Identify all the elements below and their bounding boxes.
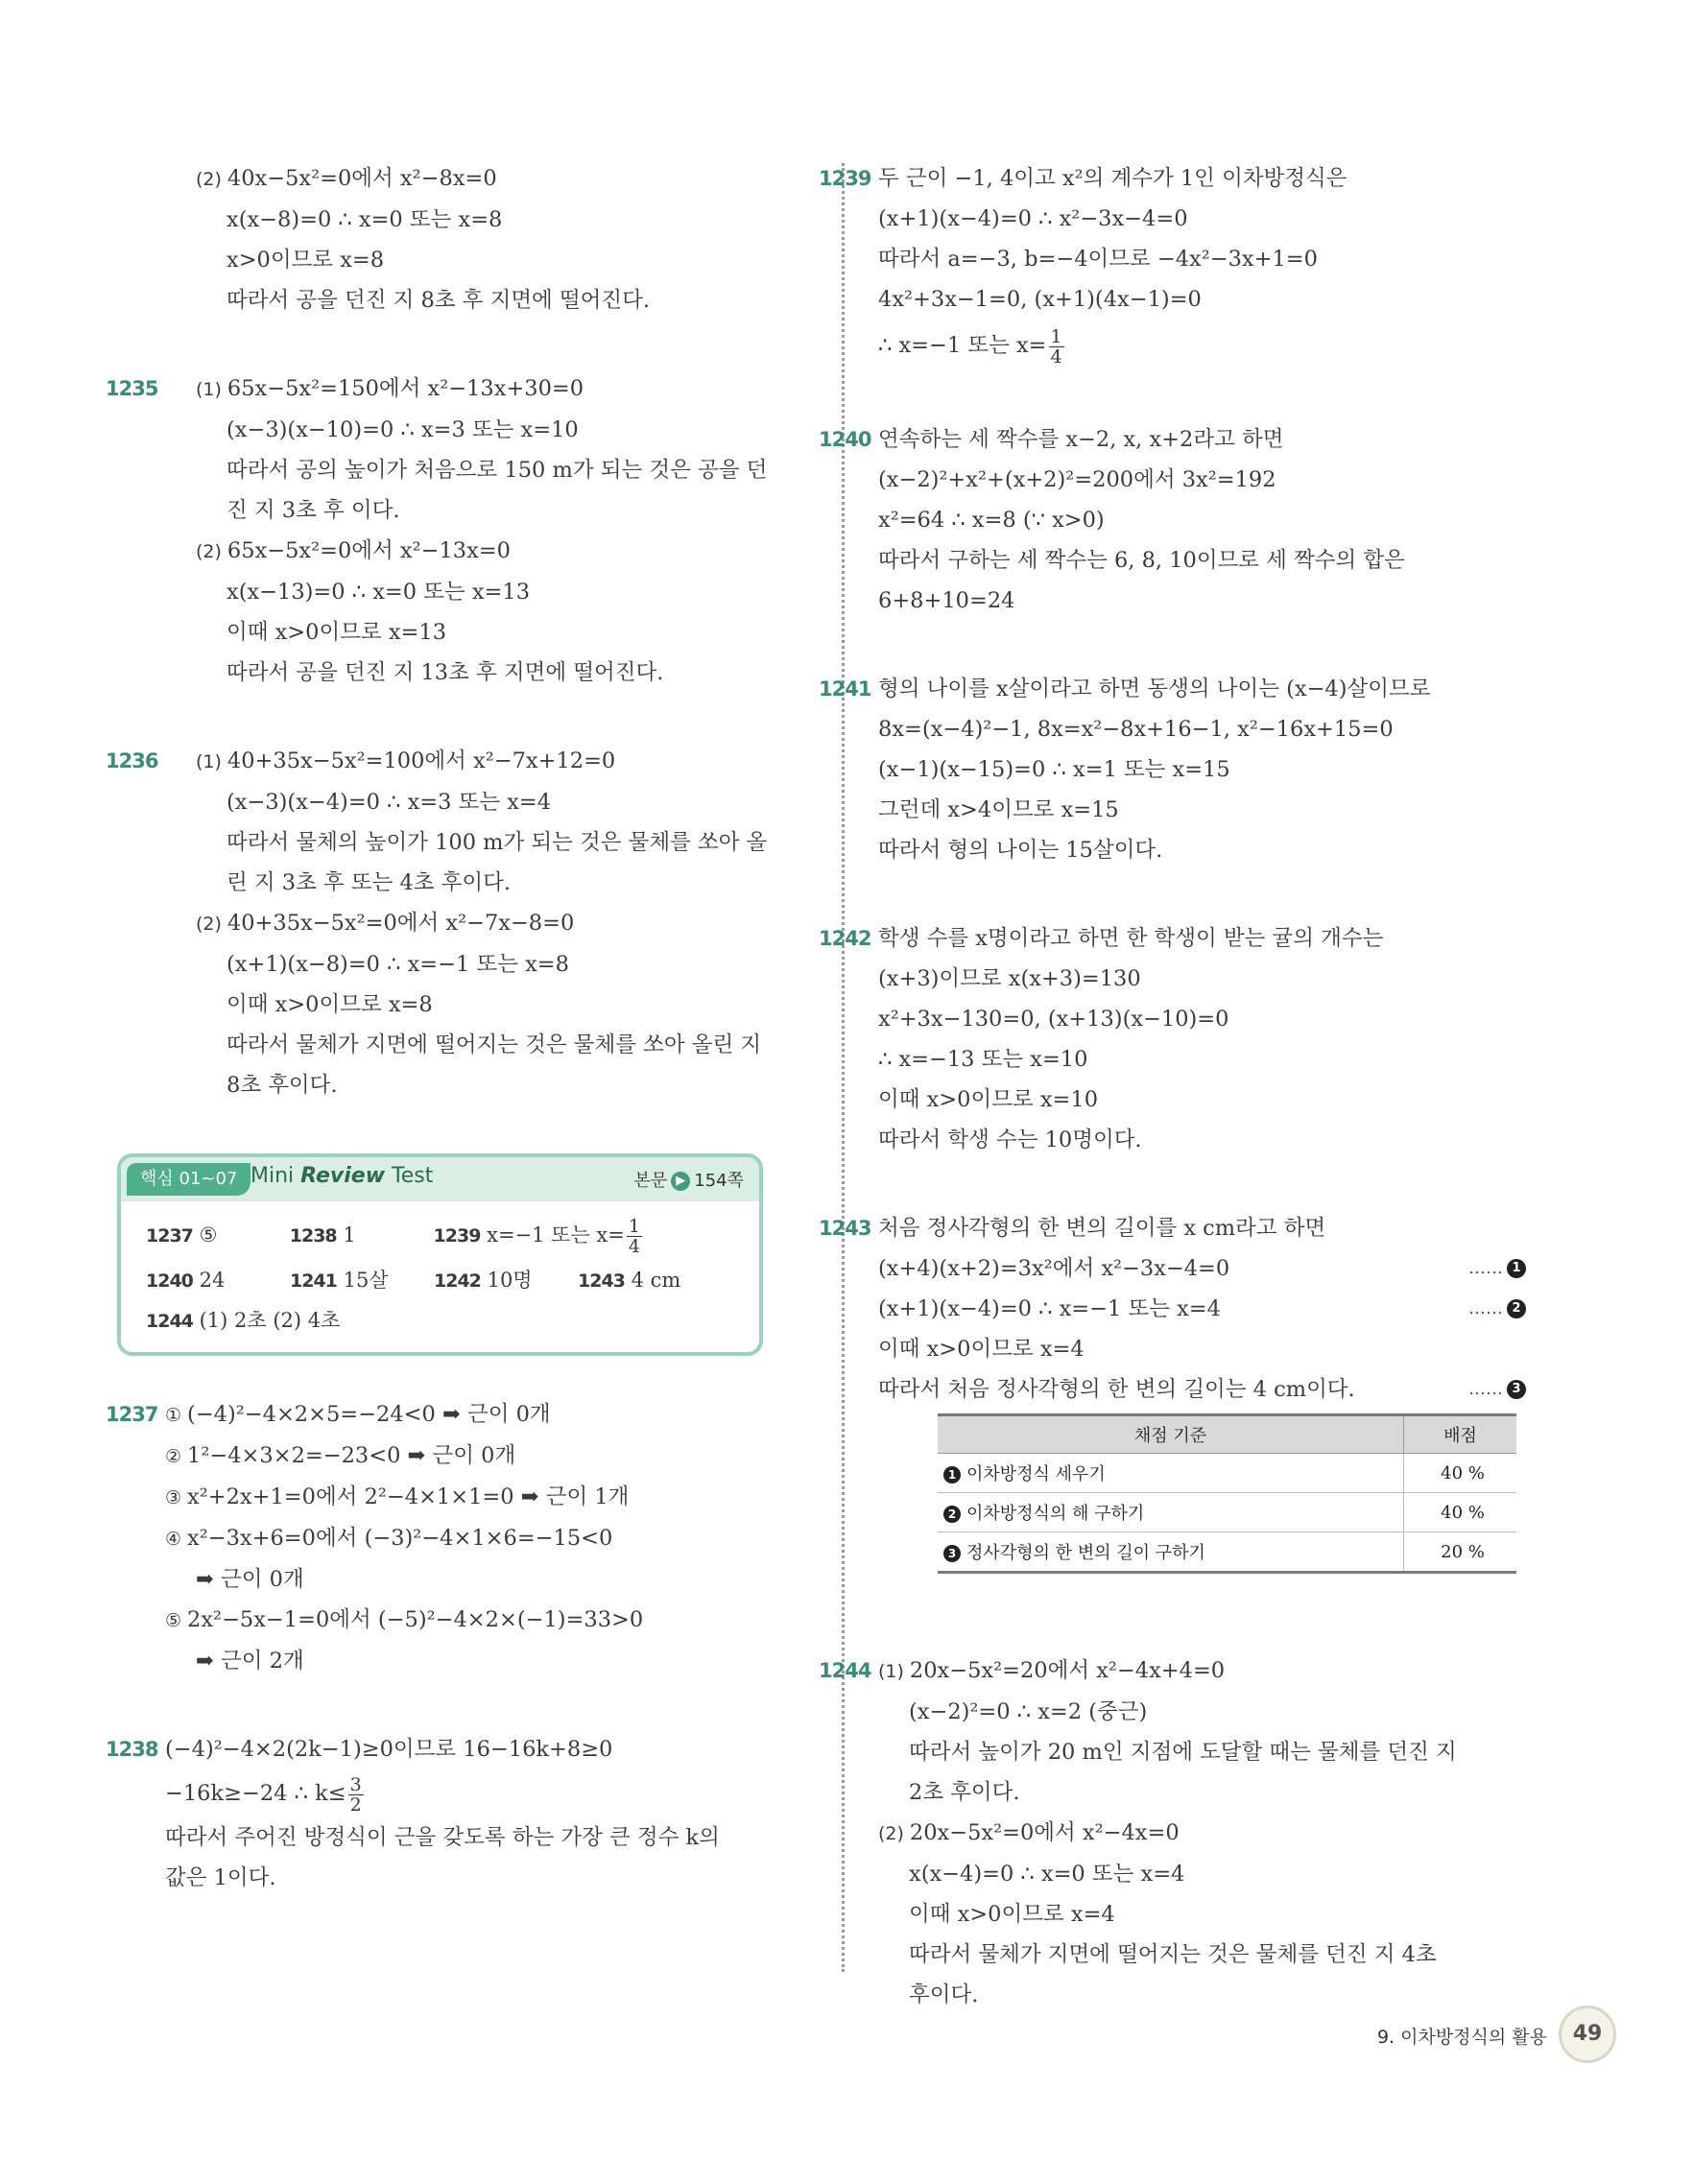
chapter-title: 9. 이차방정식의 활용 <box>1376 2027 1547 2048</box>
solution-line: ➡ 근이 0개 <box>196 1567 304 1592</box>
table-row <box>938 1493 1516 1532</box>
step-1-icon: 1 <box>1507 1259 1526 1278</box>
solution-line: (1) 40+35x−5x²=100에서 x²−7x+12=0 <box>196 748 616 773</box>
table-header: 배점 <box>1404 1415 1517 1454</box>
solution-line: 따라서 물체의 높이가 100 m가 되는 것은 물체를 쏘아 올 <box>227 830 768 855</box>
solution-line: (x+1)(x−4)=0 ∴ x=−1 또는 x=4 …… 2 <box>878 1289 1526 1329</box>
page-number: 49 <box>1559 2006 1616 2063</box>
table-cell: 40 % <box>1404 1454 1517 1493</box>
problem-number: 1244 <box>819 1659 871 1682</box>
solution-1244 <box>819 1650 1526 2015</box>
table-row <box>938 1532 1516 1573</box>
mini-review-test-box <box>117 1153 763 1356</box>
solution-line: 따라서 공을 던진 지 13초 후 지면에 떨어진다. <box>227 660 664 685</box>
solution-line: 이때 x>0이므로 x=4 <box>909 1902 1115 1927</box>
solution-line: (2) 40x−5x²=0에서 x²−8x=0 <box>196 166 497 191</box>
table-cell: 3 정사각형의 한 변의 길이 구하기 <box>938 1532 1404 1573</box>
solution-line: 이때 x>0이므로 x=10 <box>878 1087 1099 1112</box>
step-3-icon: 3 <box>943 1545 961 1562</box>
solution-line: 따라서 a=−3, b=−4이므로 −4x²−3x+1=0 <box>878 247 1318 272</box>
solution-line: 따라서 처음 정사각형의 한 변의 길이는 4 cm이다. …… 3 <box>878 1369 1526 1410</box>
fraction: $\frac{1}{4}$ <box>628 1216 640 1257</box>
solution-line: 따라서 학생 수는 10명이다. <box>878 1128 1142 1152</box>
solution-line: 따라서 주어진 방정식이 근을 갖도록 하는 가장 큰 정수 k의 <box>165 1825 720 1850</box>
review-row <box>146 1260 740 1301</box>
solution-line: 따라서 물체가 지면에 떨어지는 것은 물체를 던진 지 4초 <box>909 1942 1437 1967</box>
solution-line: (2) 40+35x−5x²=0에서 x²−7x−8=0 <box>196 911 575 936</box>
solution-1239 <box>819 158 1526 371</box>
solution-line: ③ x²+2x+1=0에서 2²−4×1×1=0 ➡ 근이 1개 <box>165 1484 630 1509</box>
solution-line: (1) 65x−5x²=150에서 x²−13x+30=0 <box>196 376 584 401</box>
table-cell: 1 이차방정식 세우기 <box>938 1454 1404 1493</box>
solution-line: (x+4)(x+2)=3x²에서 x²−3x−4=0 …… 1 <box>878 1248 1526 1289</box>
solution-line: 8초 후이다. <box>227 1073 338 1098</box>
step-marker: …… 2 <box>1468 1289 1526 1329</box>
review-answer: 1241 15살 <box>290 1269 389 1292</box>
review-answer: 1237 ⑤ <box>146 1223 218 1246</box>
solution-1242 <box>819 918 1526 1160</box>
solution-line: 8x=(x−4)²−1, 8x=x²−8x+16−1, x²−16x+15=0 <box>878 717 1394 742</box>
solution-line: (x+3)이므로 x(x+3)=130 <box>878 966 1141 991</box>
solution-line: 따라서 형의 나이는 15살이다. <box>878 838 1163 863</box>
solution-line: (−4)²−4×2(2k−1)≥0이므로 16−16k+8≥0 <box>165 1737 613 1762</box>
solution-1234-continued <box>165 158 818 320</box>
fraction: $\frac{3}{2}$ <box>349 1773 362 1816</box>
solution-line: (x−2)²+x²+(x+2)²=200에서 3x²=192 <box>878 467 1276 492</box>
review-row <box>146 1211 740 1260</box>
review-answer: 1240 24 <box>146 1269 226 1292</box>
problem-number: 1235 <box>106 377 158 400</box>
solution-line: 따라서 높이가 20 m인 지점에 도달할 때는 물체를 던진 지 <box>909 1740 1457 1765</box>
solution-line: 린 지 3초 후 또는 4초 후이다. <box>227 870 512 895</box>
problem-number: 1242 <box>819 927 871 950</box>
problem-number: 1237 <box>106 1403 158 1426</box>
right-column <box>819 158 1526 2063</box>
solution-1237 <box>106 1394 818 1681</box>
step-2-icon: 2 <box>1507 1299 1526 1318</box>
solution-line: x²+3x−130=0, (x+13)(x−10)=0 <box>878 1007 1229 1032</box>
review-title: Mini Review Test <box>250 1164 434 1188</box>
step-2-icon: 2 <box>943 1506 961 1523</box>
solution-line: (x−1)(x−15)=0 ∴ x=1 또는 x=15 <box>878 757 1230 782</box>
solution-line: 후이다. <box>909 1982 979 2007</box>
problem-number: 1240 <box>819 428 871 451</box>
table-cell: 40 % <box>1404 1493 1517 1532</box>
solution-line: (1) 20x−5x²=20에서 x²−4x+4=0 <box>878 1658 1226 1683</box>
solution-line: ∴ x=−13 또는 x=10 <box>878 1047 1088 1072</box>
solution-line: 학생 수를 x명이라고 하면 한 학생이 받는 귤의 개수는 <box>878 926 1384 951</box>
left-column <box>106 158 818 1946</box>
solution-line: 6+8+10=24 <box>878 588 1015 613</box>
solution-line: x(x−13)=0 ∴ x=0 또는 x=13 <box>227 580 531 605</box>
solution-line: (x−3)(x−4)=0 ∴ x=3 또는 x=4 <box>227 790 552 815</box>
solution-line: 따라서 물체가 지면에 떨어지는 것은 물체를 쏘아 올린 지 <box>227 1033 762 1057</box>
problem-number: 1239 <box>819 167 871 190</box>
solution-line: 이때 x>0이므로 x=4 <box>878 1337 1085 1362</box>
table-cell: 20 % <box>1404 1532 1517 1573</box>
table-header-row <box>938 1415 1516 1454</box>
solution-line: (2) 65x−5x²=0에서 x²−13x=0 <box>196 538 511 563</box>
solution-line: 연속하는 세 짝수를 x−2, x, x+2라고 하면 <box>878 427 1284 452</box>
solution-line: x(x−8)=0 ∴ x=0 또는 x=8 <box>227 207 503 232</box>
review-answer: 1243 4 cm <box>578 1269 681 1292</box>
table-header: 채점 기준 <box>938 1415 1404 1454</box>
fraction: $\frac{1}{4}$ <box>1050 325 1062 368</box>
solution-line: ∴ x=−1 또는 x= $\frac{1}{4}$ <box>878 325 1062 368</box>
solution-line: 이때 x>0이므로 x=8 <box>227 992 433 1017</box>
step-marker: …… 3 <box>1468 1369 1526 1410</box>
problem-number: 1238 <box>106 1738 158 1761</box>
review-tag: 핵심 01~07 <box>127 1163 250 1196</box>
review-page-reference: 본문 ▶ 154쪽 <box>633 1171 744 1191</box>
solution-line: ② 1²−4×3×2=−23<0 ➡ 근이 0개 <box>165 1443 516 1468</box>
solution-line: 진 지 3초 후 이다. <box>227 498 400 523</box>
solution-1236 <box>106 741 818 1105</box>
solution-line: 이때 x>0이므로 x=13 <box>227 620 447 645</box>
step-marker: …… 1 <box>1468 1248 1526 1289</box>
solution-1243 <box>819 1208 1526 1574</box>
solution-line: x(x−4)=0 ∴ x=0 또는 x=4 <box>909 1862 1185 1887</box>
review-answer: 1238 1 <box>289 1223 356 1246</box>
solution-line: 형의 나이를 x살이라고 하면 동생의 나이는 (x−4)살이므로 <box>878 677 1431 701</box>
review-header <box>121 1157 759 1201</box>
step-1-icon: 1 <box>943 1466 961 1484</box>
solution-1240 <box>819 419 1526 621</box>
solution-line: 처음 정사각형의 한 변의 길이를 x cm라고 하면 <box>878 1216 1326 1241</box>
table-row <box>938 1454 1516 1493</box>
review-row <box>146 1301 740 1341</box>
table-cell: 2 이차방정식의 해 구하기 <box>938 1493 1404 1532</box>
review-answer: 1244 (1) 2초 (2) 4초 <box>146 1309 341 1332</box>
review-answer: 1242 10명 <box>434 1269 533 1292</box>
solution-line: (x−2)²=0 ∴ x=2 (중근) <box>909 1699 1148 1724</box>
solution-line: ⑤ 2x²−5x−1=0에서 (−5)²−4×2×(−1)=33>0 <box>165 1607 644 1632</box>
solution-line: (x+1)(x−8)=0 ∴ x=−1 또는 x=8 <box>227 952 569 977</box>
solution-line: 4x²+3x−1=0, (x+1)(4x−1)=0 <box>878 287 1202 312</box>
solution-line: 따라서 공을 던진 지 8초 후 지면에 떨어진다. <box>227 288 651 313</box>
step-3-icon: 3 <box>1507 1380 1526 1399</box>
solution-line: 2초 후이다. <box>909 1780 1020 1805</box>
solution-line: 따라서 공의 높이가 처음으로 150 m가 되는 것은 공을 던 <box>227 458 768 483</box>
problem-number: 1241 <box>819 677 871 700</box>
solution-line: 두 근이 −1, 4이고 x²의 계수가 1인 이차방정식은 <box>878 166 1347 191</box>
solution-line: 값은 1이다. <box>165 1865 276 1890</box>
solution-line: ④ x²−3x+6=0에서 (−3)²−4×1×6=−15<0 <box>165 1526 613 1551</box>
solution-line: x>0이므로 x=8 <box>227 248 385 273</box>
solution-1241 <box>819 669 1526 870</box>
solution-line: −16k≥−24 ∴ k≤ $\frac{3}{2}$ <box>165 1773 362 1816</box>
grading-table <box>938 1413 1516 1574</box>
solution-line: ① (−4)²−4×2×5=−24<0 ➡ 근이 0개 <box>165 1402 551 1427</box>
solution-line: (x−3)(x−10)=0 ∴ x=3 또는 x=10 <box>227 417 579 442</box>
solution-1235 <box>106 368 818 693</box>
review-answer: 1239 x=−1 또는 x= $\frac{1}{4}$ <box>433 1216 640 1257</box>
problem-number: 1243 <box>819 1217 871 1240</box>
solution-1238 <box>106 1729 818 1898</box>
solution-line: ➡ 근이 2개 <box>196 1649 304 1674</box>
review-answers <box>121 1201 759 1352</box>
solution-line: x²=64 ∴ x=8 (∵ x>0) <box>878 508 1105 533</box>
solution-line: 따라서 구하는 세 짝수는 6, 8, 10이므로 세 짝수의 합은 <box>878 548 1405 573</box>
solution-line: (2) 20x−5x²=0에서 x²−4x=0 <box>878 1820 1180 1845</box>
solution-line: (x+1)(x−4)=0 ∴ x²−3x−4=0 <box>878 206 1188 231</box>
solution-line: 그런데 x>4이므로 x=15 <box>878 797 1119 822</box>
arrow-right-icon: ▶ <box>671 1172 690 1191</box>
problem-number: 1236 <box>106 749 158 772</box>
